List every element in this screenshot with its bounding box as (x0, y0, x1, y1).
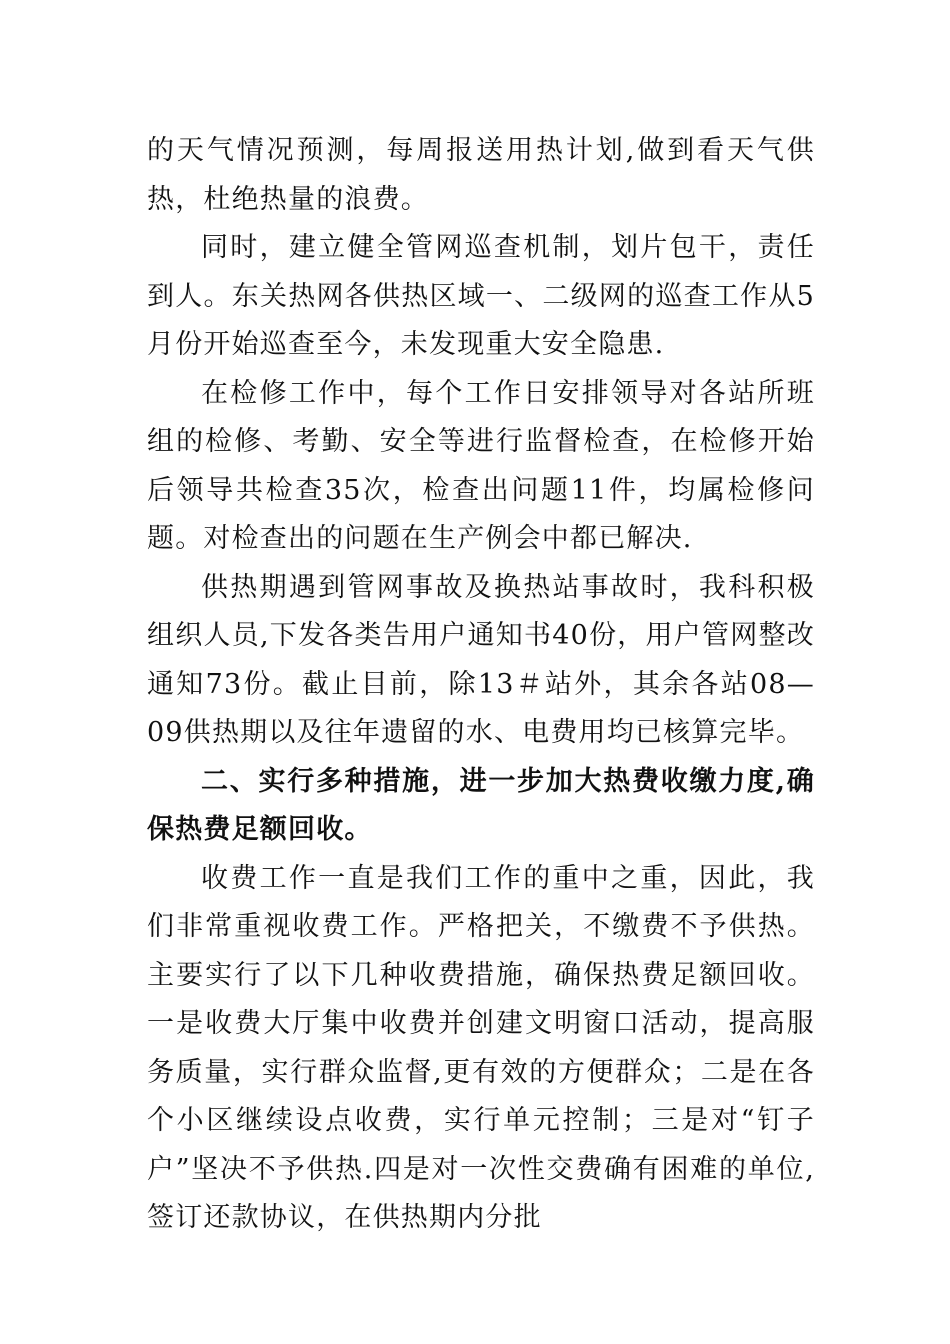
paragraph-weather-forecast: 的天气情况预测，每周报送用热计划,做到看天气供热，杜绝热量的浪费。 (147, 135, 815, 215)
section-heading-fee-collection: 二、实行多种措施，进一步加大热费收缴力度,确保热费足额回收。 (147, 765, 815, 845)
document-body (147, 127, 815, 1243)
paragraph-accident-notices: 供热期遇到管网事故及换热站事故时，我科积极组织人员,下发各类告用户通知书40份，用户管网整改通知73份。截止目前，除13＃站外，其余各站08—09供热期以及往年遗留的水、电费用均已核算完毕。 (147, 571, 815, 748)
paragraph-fee-measures: 收费工作一直是我们工作的重中之重，因此，我们非常重视收费工作。严格把关，不缴费不予供热。主要实行了以下几种收费措施，确保热费足额回收。一是收费大厅集中收费并创建文明窗口活动，提高服务质量，实行群众监督,更有效的方便群众；二是在各个小区继续设点收费，实行单元控制；三是对“钉子户”坚决不予供热.四是对一次性交费确有困难的单位,签订还款协议，在供热期内分批 (147, 862, 815, 1233)
paragraph-maintenance-inspection: 在检修工作中，每个工作日安排领导对各站所班组的检修、考勤、安全等进行监督检查，在检修开始后领导共检查35次，检查出问题11件，均属检修问题。对检查出的问题在生产例会中都已解决. (147, 377, 815, 554)
paragraph-patrol-mechanism: 同时，建立健全管网巡查机制，划片包干，责任到人。东关热网各供热区域一、二级网的巡查工作从5月份开始巡查至今，未发现重大安全隐患. (147, 232, 815, 360)
